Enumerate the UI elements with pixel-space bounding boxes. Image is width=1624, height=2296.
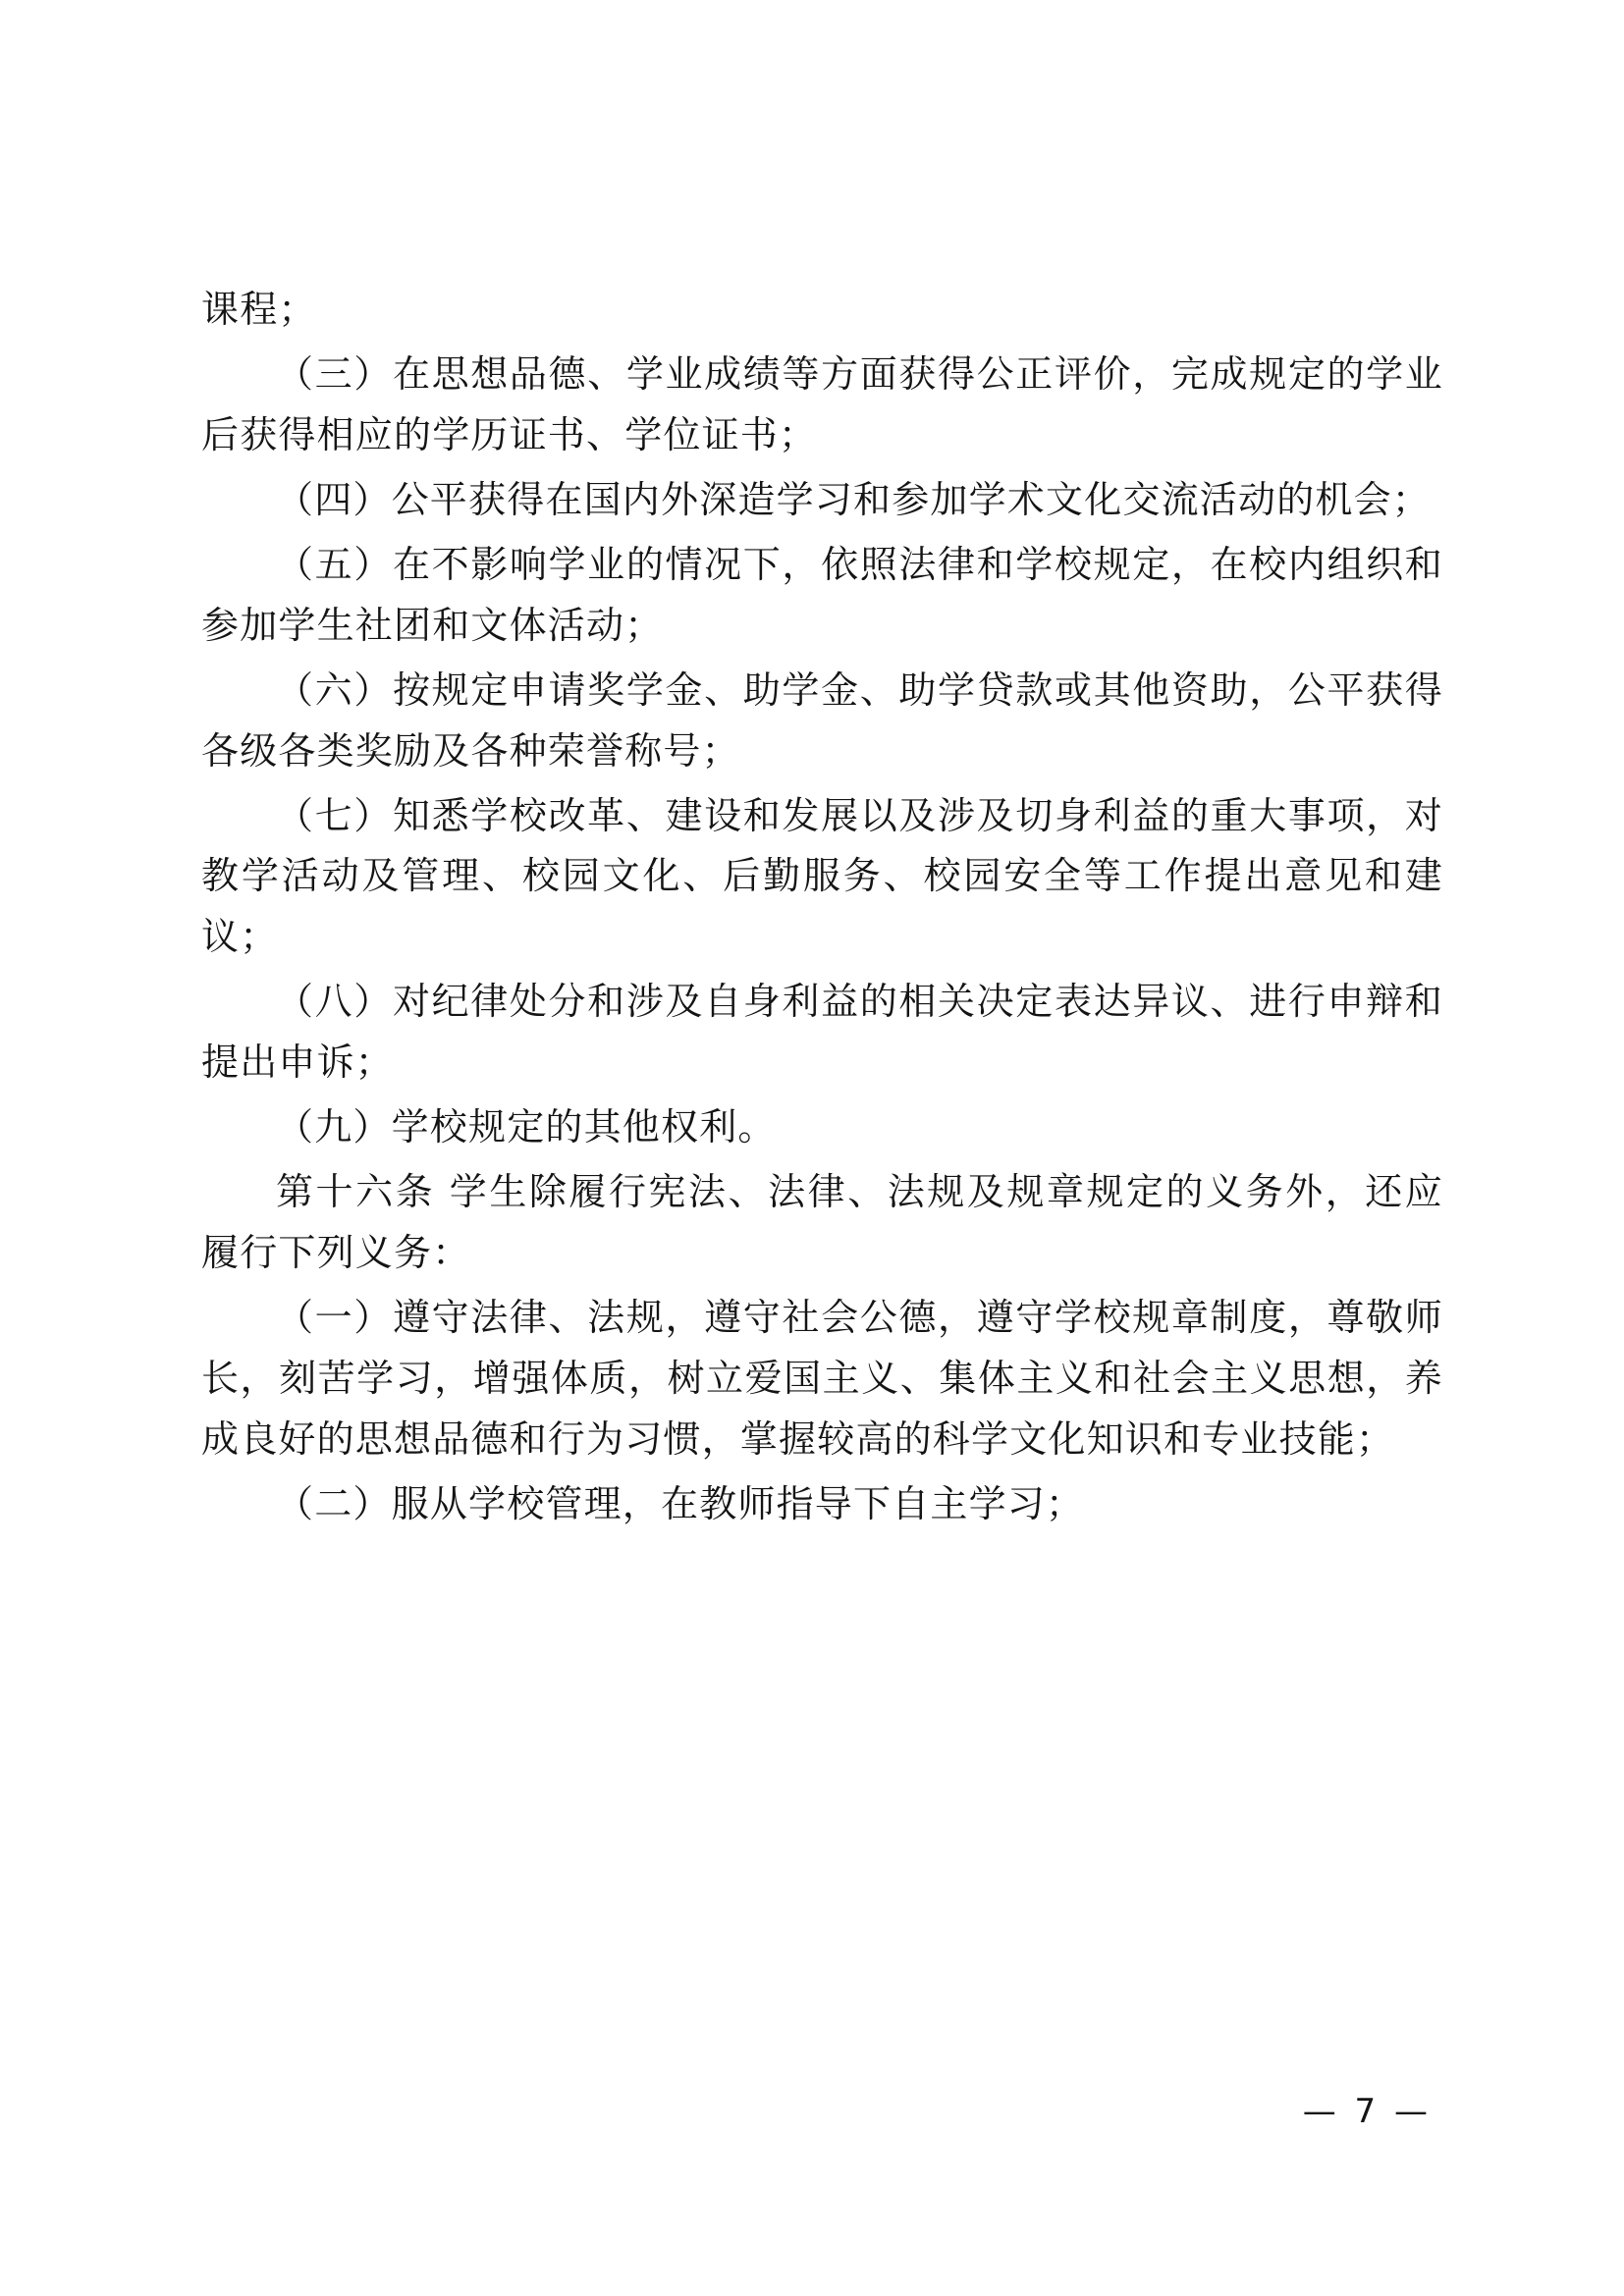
paragraph-right-item-8: （八）对纪律处分和涉及自身利益的相关决定表达异议、进行申辩和提出申诉；: [201, 980, 1443, 1085]
paragraph-right-item-5: （五）在不影响学业的情况下，依照法律和学校规定，在校内组织和参加学生社团和文体活动；: [201, 542, 1443, 647]
paragraph-right-item-7: （七）知悉学校改革、建设和发展以及涉及切身利益的重大事项，对教学活动及管理、校园文化、后勤服务、校园安全等工作提出意见和建议；: [201, 793, 1443, 959]
paragraph-right-item-3: （三）在思想品德、学业成绩等方面获得公正评价，完成规定的学业后获得相应的学历证书、学位证书；: [201, 351, 1443, 456]
document-body: [201, 280, 1443, 1539]
paragraph-article-16: 第十六条 学生除履行宪法、法律、法规及规章规定的义务外，还应履行下列义务：: [201, 1170, 1443, 1275]
paragraph-right-item-4: （四）公平获得在国内外深造学习和参加学术文化交流活动的机会；: [276, 477, 1432, 521]
paragraph-right-item-9: （九）学校规定的其他权利。: [276, 1105, 777, 1149]
paragraph-duty-item-1: （一）遵守法律、法规，遵守社会公德，遵守学校规章制度，尊敬师长，刻苦学习，增强体质，树立爱国主义、集体主义和社会主义思想，养成良好的思想品德和行为习惯，掌握较高的科学文化知识和专业技能；: [201, 1296, 1443, 1461]
paragraph-right-item-6: （六）按规定申请奖学金、助学金、助学贷款或其他资助，公平获得各级各类奖励及各种荣誉称号；: [201, 667, 1443, 773]
page-number: — 7 —: [1302, 2092, 1432, 2131]
paragraph-duty-item-2: （二）服从学校管理，在教师指导下自主学习；: [276, 1481, 1085, 1525]
paragraph-continuation: 课程；: [201, 288, 317, 331]
